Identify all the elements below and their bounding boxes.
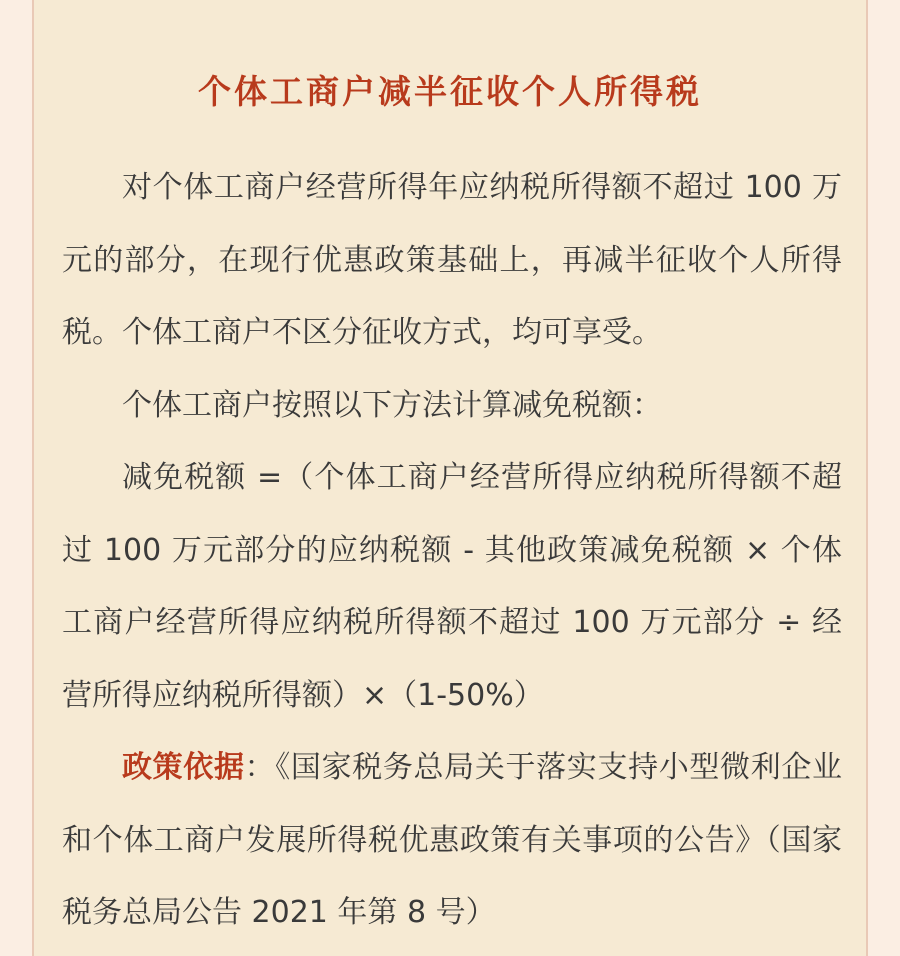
paragraph-calculation-intro: 个体工商户按照以下方法计算减免税额： (122, 387, 662, 423)
article-body (62, 152, 842, 950)
policy-basis-label: 政策依据 (122, 750, 245, 785)
paragraph-policy-basis (62, 732, 842, 950)
policy-basis-text: 《国家税务总局关于落实支持小型微利企业和个体工商户发展所得税优惠政策有关事项的公告》（国家税务总局公告 2021 年第 8 号） (62, 750, 843, 930)
policy-basis-colon: ： (244, 750, 276, 785)
article-title: 个体工商户减半征收个人所得税 (198, 72, 702, 111)
paragraph-formula: 减免税额 =（个体工商户经营所得应纳税所得额不超过 100 万元部分的应纳税额 - 其他政策减免税额 × 个体工商户经营所得应纳税所得额不超过 100 万元部分 ÷ 经营所得应纳税所得额）×（1-50%） (62, 460, 842, 713)
paragraph-policy-summary: 对个体工商户经营所得年应纳税所得额不超过 100 万元的部分，在现行优惠政策基础上，再减半征收个人所得税。个体工商户不区分征收方式，均可享受。 (62, 170, 842, 350)
content-panel (32, 0, 868, 956)
